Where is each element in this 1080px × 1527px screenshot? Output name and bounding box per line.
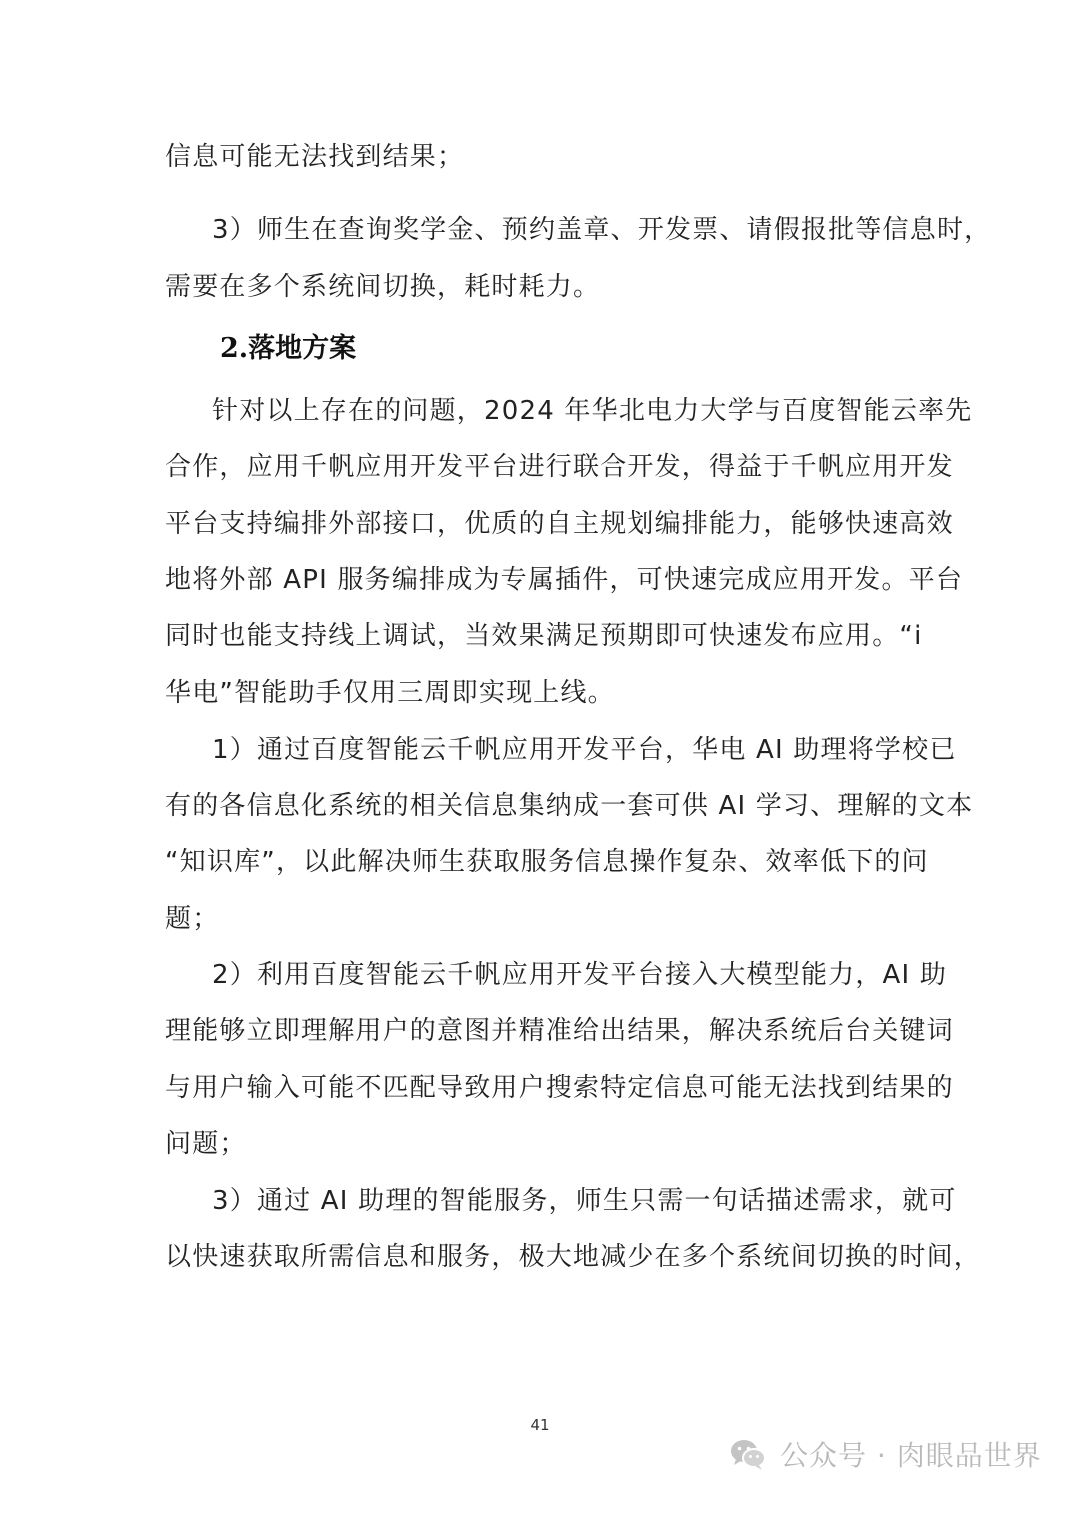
- text-line: 与用户输入可能不匹配导致用户搜索特定信息可能无法找到结果的: [165, 1073, 954, 1103]
- text-line: 以快速获取所需信息和服务，极大地减少在多个系统间切换的时间，: [165, 1242, 982, 1272]
- wechat-icon: [728, 1434, 768, 1474]
- text-line: 合作，应用千帆应用开发平台进行联合开发，得益于千帆应用开发: [165, 452, 954, 482]
- text-line: 地将外部 API 服务编排成为专属插件，可快速完成应用开发。平台: [165, 565, 964, 595]
- page-number: 41: [530, 1416, 550, 1434]
- watermark-text: 公众号 · 肉眼品世界: [780, 1439, 1042, 1472]
- text-line: 2）利用百度智能云千帆应用开发平台接入大模型能力，AI 助: [212, 960, 948, 990]
- text-line: 题；: [165, 904, 220, 934]
- text-line: 平台支持编排外部接口，优质的自主规划编排能力，能够快速高效: [165, 509, 954, 539]
- text-line: 有的各信息化系统的相关信息集纳成一套可供 AI 学习、理解的文本: [165, 791, 974, 821]
- text-line: 华电”智能助手仅用三周即实现上线。: [165, 678, 615, 708]
- text-line: 3）通过 AI 助理的智能服务，师生只需一句话描述需求，就可: [212, 1186, 957, 1216]
- text-line: 信息可能无法找到结果；: [165, 142, 465, 172]
- text-line: “知识库”，以此解决师生获取服务信息操作复杂、效率低下的问: [165, 847, 929, 877]
- text-line: 问题；: [165, 1129, 247, 1159]
- section-heading: 2.落地方案: [220, 333, 357, 364]
- text-line: 针对以上存在的问题，2024 年华北电力大学与百度智能云率先: [212, 396, 973, 426]
- text-line: 3）师生在查询奖学金、预约盖章、开发票、请假报批等信息时，: [212, 215, 992, 245]
- text-line: 理能够立即理解用户的意图并精准给出结果，解决系统后台关键词: [165, 1016, 954, 1046]
- text-line: 需要在多个系统间切换，耗时耗力。: [165, 272, 601, 302]
- watermark: [728, 1430, 1042, 1478]
- text-line: 1）通过百度智能云千帆应用开发平台，华电 AI 助理将学校已: [212, 735, 957, 765]
- text-line: 同时也能支持线上调试，当效果满足预期即可快速发布应用。“i: [165, 621, 923, 651]
